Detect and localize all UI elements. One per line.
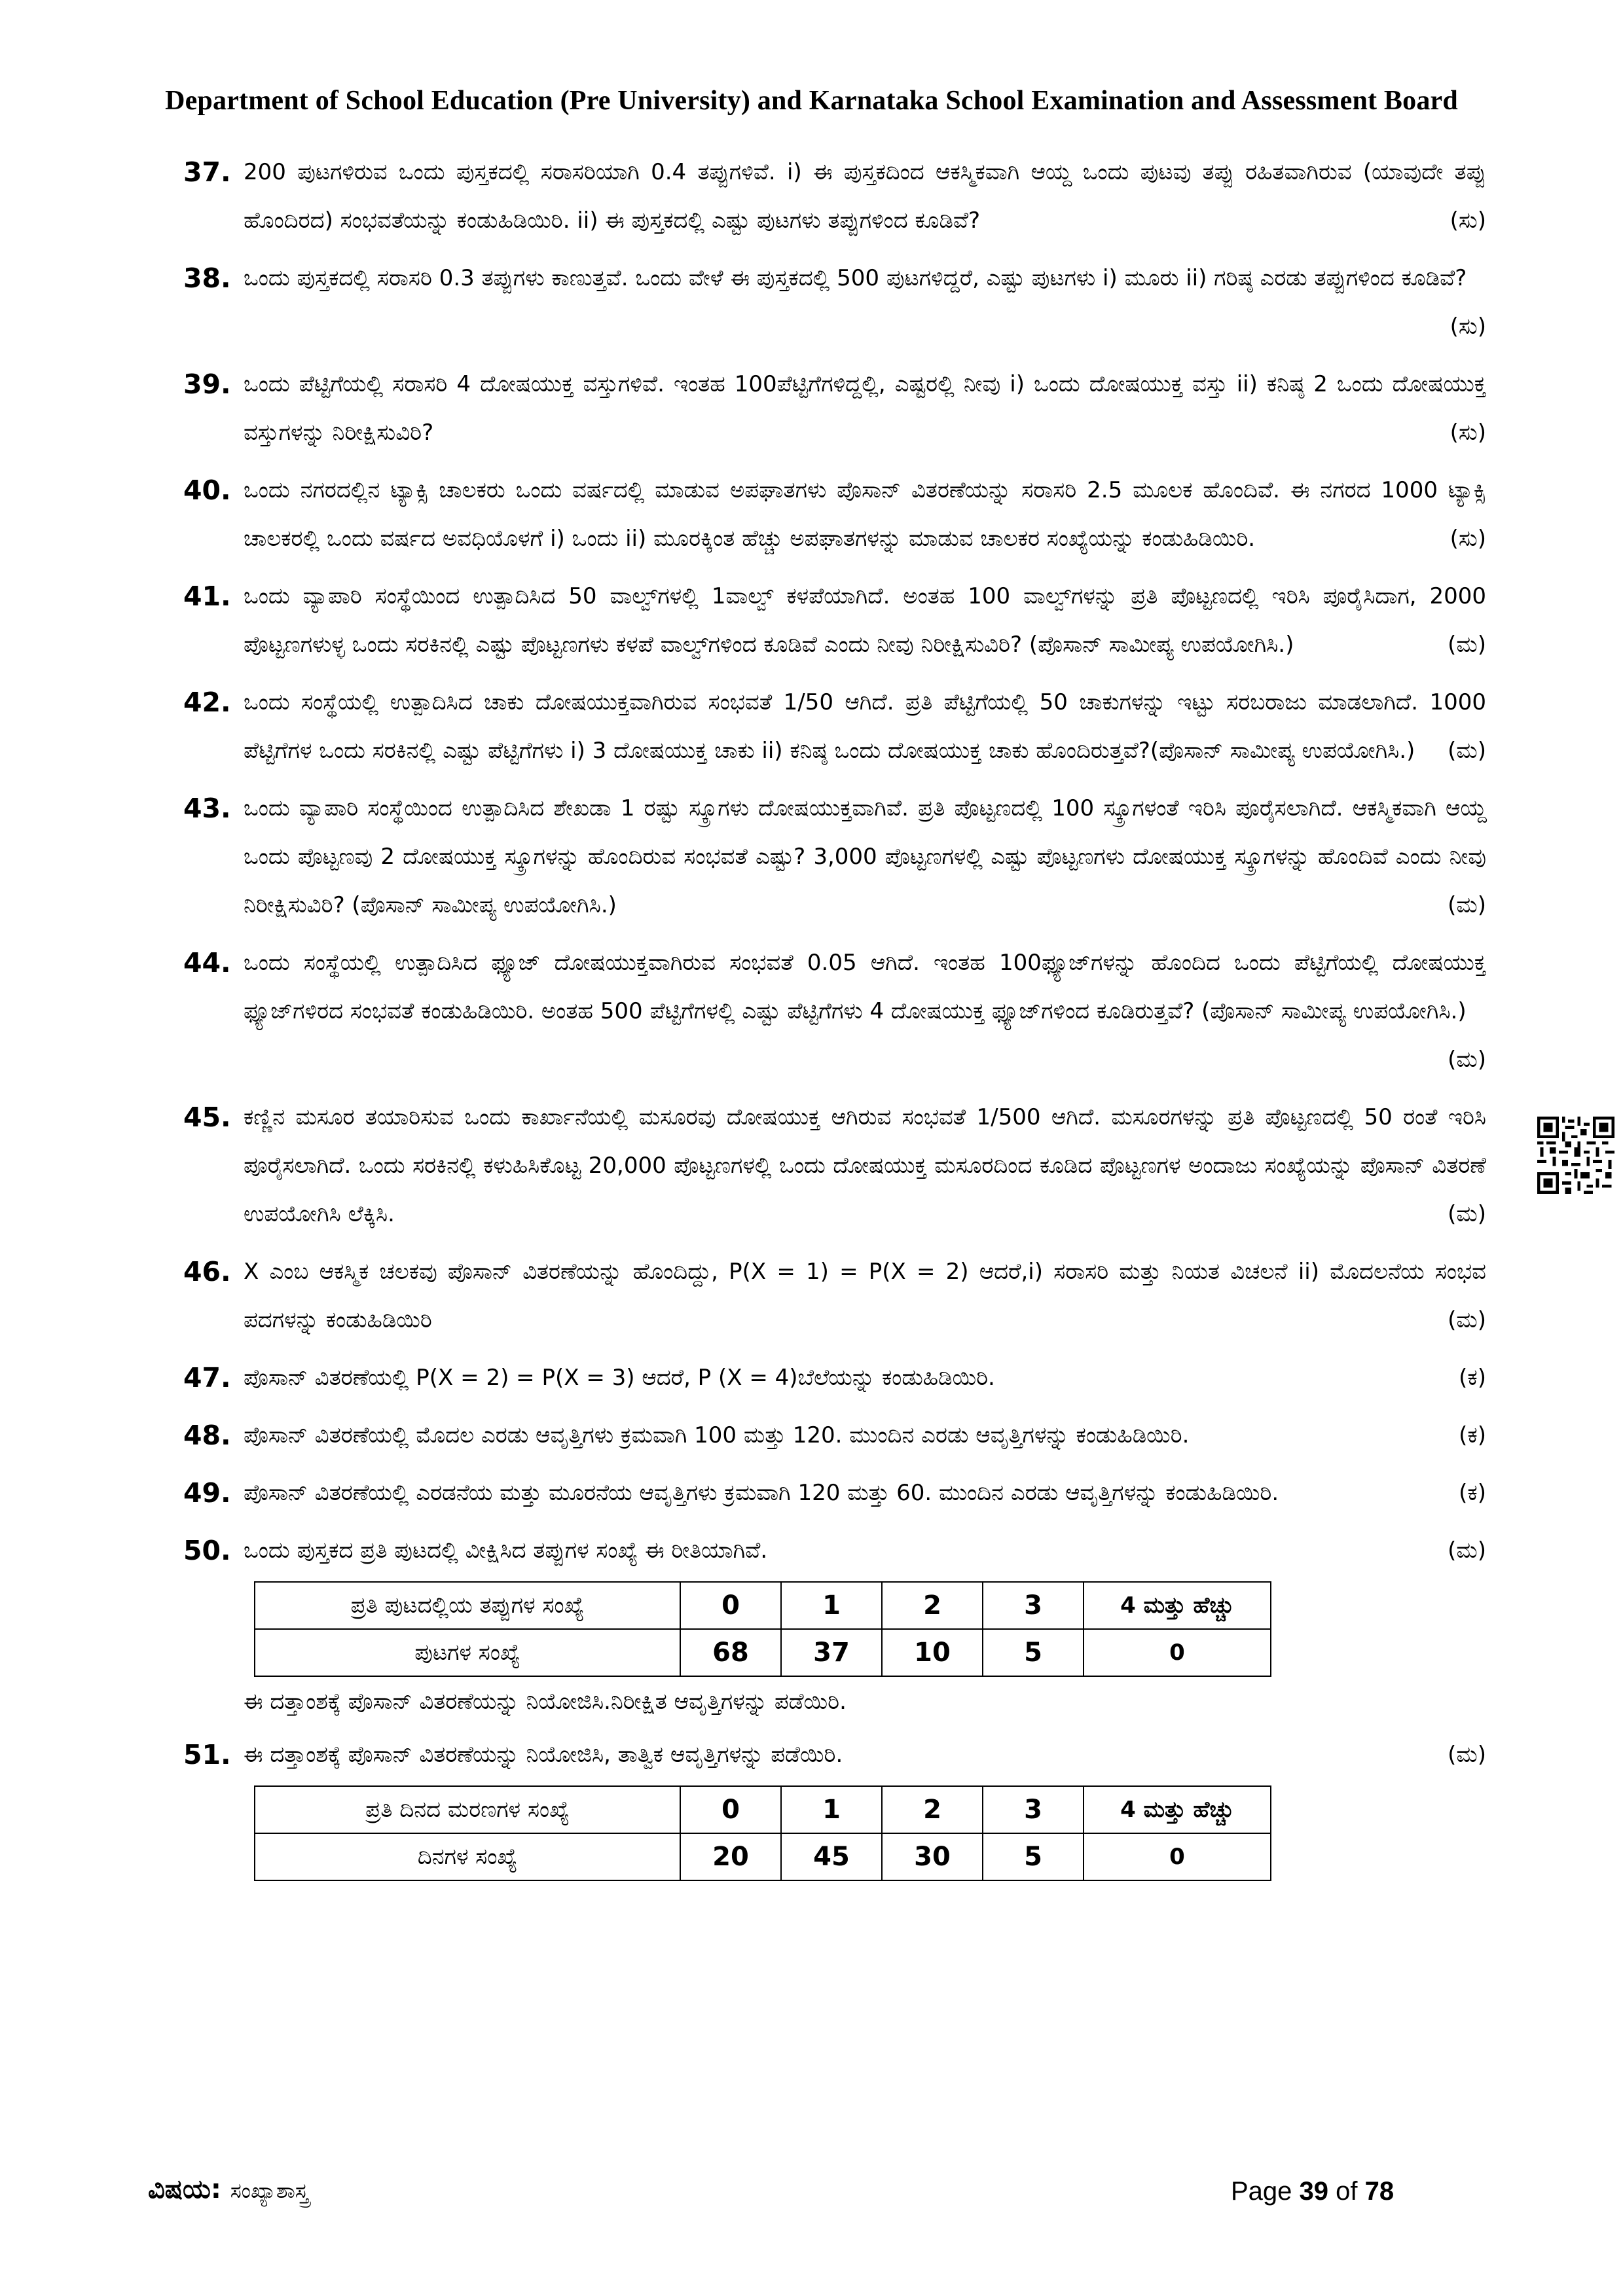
table-row-label: ಪ್ರತಿ ಪುಟದಲ್ಲಿಯ ತಪ್ಪುಗಳ ಸಂಖ್ಯೆ — [255, 1582, 680, 1629]
question-51 — [183, 1731, 1486, 1881]
question-mark: (ಮ) — [1448, 632, 1486, 658]
question-item — [183, 1411, 1486, 1460]
table-cell: 0 — [1084, 1629, 1271, 1676]
table-cell: 4 ಮತ್ತು ಹೆಚ್ಚು — [1084, 1582, 1271, 1629]
question-number: 42. — [183, 687, 231, 718]
question-number: 40. — [183, 475, 231, 506]
table-cell: 3 — [983, 1582, 1084, 1629]
table-row — [255, 1582, 1271, 1629]
table-row — [255, 1833, 1271, 1880]
question-text: ಪೊಸಾನ್ ವಿತರಣೆಯಲ್ಲಿ ಮೊದಲ ಎರಡು ಆವೃತ್ತಿಗಳು ಕ್ರಮವಾಗಿ 100 ಮತ್ತು 120. ಮುಂದಿನ ಎರಡು ಆವೃತ್ತಿಗಳನ್ನು ಕಂಡುಹಿಡಿಯಿರಿ. (ಕ) — [244, 1411, 1486, 1460]
question-item — [183, 360, 1486, 457]
question-text: ಒಂದು ಸಂಸ್ಥೆಯಲ್ಲಿ ಉತ್ಪಾದಿಸಿದ ಚಾಕು ದೋಷಯುಕ್ತವಾಗಿರುವ ಸಂಭವತೆ 1/50 ಆಗಿದೆ. ಪ್ರತಿ ಪೆಟ್ಟಿಗೆಯಲ್ಲಿ 50 ಚಾಕುಗಳನ್ನು ಇಟ್ಟು ಸರಬರಾಜು ಮಾಡಲಾಗಿದೆ. 1000 ಪೆಟ್ಟಿಗೆಗಳ ಒಂದು ಸರಕಿನಲ್ಲಿ ಎಷ್ಟು ಪೆಟ್ಟಿಗೆಗಳು i) 3 ದೋಷಯುಕ್ತ ಚಾಕು ii) ಕನಿಷ್ಠ ಒಂದು ದೋಷಯುಕ್ತ ಚಾಕು ಹೊಂದಿರುತ್ತವೆ?(ಪೊಸಾನ್ ಸಾಮೀಪ್ಯ ಉಪಯೋಗಿಸಿ.) (ಮ) — [244, 678, 1486, 775]
question-text: ಒಂದು ವ್ಯಾಪಾರಿ ಸಂಸ್ಥೆಯಿಂದ ಉತ್ಪಾದಿಸಿದ 50 ವಾಲ್ವ್‌ಗಳಲ್ಲಿ 1ವಾಲ್ವ್ ಕಳಪೆಯಾಗಿದೆ. ಅಂತಹ 100 ವಾಲ್ವ್‌ಗಳನ್ನು ಪ್ರತಿ ಪೊಟ್ಟಣದಲ್ಲಿ ಇರಿಸಿ ಪೂರೈಸಿದಾಗ, 2000 ಪೊಟ್ಟಣಗಳುಳ್ಳ ಒಂದು ಸರಕಿನಲ್ಲಿ ಎಷ್ಟು ಪೊಟ್ಟಣಗಳು ಕಳಪೆ ವಾಲ್ವ್‌ಗಳಿಂದ ಕೂಡಿವೆ ಎಂದು ನೀವು ನಿರೀಕ್ಷಿಸುವಿರಿ? (ಪೊಸಾನ್ ಸಾಮೀಪ್ಯ ಉಪಯೋಗಿಸಿ.) (ಮ) — [244, 572, 1486, 669]
page-number: Page 39 of 78 — [1231, 2177, 1395, 2206]
table-cell: 45 — [781, 1833, 882, 1880]
frequency-table-50 — [254, 1581, 1271, 1677]
question-mark: (ಮ) — [1448, 1307, 1486, 1333]
question-text: ಒಂದು ನಗರದಲ್ಲಿನ ಟ್ಯಾಕ್ಸಿ ಚಾಲಕರು ಒಂದು ವರ್ಷದಲ್ಲಿ ಮಾಡುವ ಅಪಘಾತಗಳು ಪೊಸಾನ್ ವಿತರಣೆಯನ್ನು ಸರಾಸರಿ 2.5 ಮೂಲಕ ಹೊಂದಿವೆ. ಈ ನಗರದ 1000 ಟ್ಯಾಕ್ಸಿ ಚಾಲಕರಲ್ಲಿ ಒಂದು ವರ್ಷದ ಅವಧಿಯೊಳಗೆ i) ಒಂದು ii) ಮೂರಕ್ಕಿಂತ ಹೆಚ್ಚು ಅಪಘಾತಗಳನ್ನು ಮಾಡುವ ಚಾಲಕರ ಸಂಖ್ಯೆಯನ್ನು ಕಂಡುಹಿಡಿಯಿರಿ. (ಸು) — [244, 466, 1486, 563]
question-mark: (ಕ) — [1459, 1422, 1486, 1448]
question-50 — [183, 1526, 1486, 1721]
question-mark: (ಸು) — [1450, 420, 1486, 446]
question-mark: (ಮ) — [1448, 1201, 1486, 1227]
question-text: ಒಂದು ಪೆಟ್ಟಿಗೆಯಲ್ಲಿ ಸರಾಸರಿ 4 ದೋಷಯುಕ್ತ ವಸ್ತುಗಳಿವೆ. ಇಂತಹ 100ಪೆಟ್ಟಿಗೆಗಳಿದ್ದಲ್ಲಿ, ಎಷ್ಟರಲ್ಲಿ ನೀವು i) ಒಂದು ದೋಷಯುಕ್ತ ವಸ್ತು ii) ಕನಿಷ್ಠ 2 ಒಂದು ದೋಷಯುಕ್ತ ವಸ್ತುಗಳನ್ನು ನಿರೀಕ್ಷಿಸುವಿರಿ? (ಸು) — [244, 360, 1486, 457]
page-header: Department of School Education (Pre University) and Karnataka School Examination and Assessment Board — [165, 86, 1458, 116]
table-cell: 4 ಮತ್ತು ಹೆಚ್ಚು — [1084, 1786, 1271, 1833]
table-row-label: ದಿನಗಳ ಸಂಖ್ಯೆ — [255, 1833, 680, 1880]
table-cell: 2 — [882, 1786, 983, 1833]
question-text: 200 ಪುಟಗಳಿರುವ ಒಂದು ಪುಸ್ತಕದಲ್ಲಿ ಸರಾಸರಿಯಾಗಿ 0.4 ತಪ್ಪುಗಳಿವೆ. i) ಈ ಪುಸ್ತಕದಿಂದ ಆಕಸ್ಮಿಕವಾಗಿ ಆಯ್ದ ಒಂದು ಪುಟವು ತಪ್ಪು ರಹಿತವಾಗಿರುವ (ಯಾವುದೇ ತಪ್ಪು ಹೊಂದಿರದ) ಸಂಭವತೆಯನ್ನು ಕಂಡುಹಿಡಿಯಿರಿ. ii) ಈ ಪುಸ್ತಕದಲ್ಲಿ ಎಷ್ಟು ಪುಟಗಳು ತಪ್ಪುಗಳಿಂದ ಕೂಡಿವೆ? (ಸು) — [244, 148, 1486, 245]
table-cell: 3 — [983, 1786, 1084, 1833]
table-cell: 30 — [882, 1833, 983, 1880]
question-text: (ಮ) ಒಂದು ಪುಸ್ತಕದ ಪ್ರತಿ ಪುಟದಲ್ಲಿ ವೀಕ್ಷಿಸಿದ ತಪ್ಪುಗಳ ಸಂಖ್ಯೆ ಈ ರೀತಿಯಾಗಿವೆ. — [244, 1526, 1486, 1575]
question-item — [183, 784, 1486, 929]
question-item — [183, 572, 1486, 669]
question-mark: (ಸು) — [1450, 526, 1486, 552]
table-cell: 2 — [882, 1582, 983, 1629]
question-number: 45. — [183, 1102, 231, 1133]
question-mark: (ಮ) — [1448, 738, 1486, 764]
question-text: (ಮ) ಈ ದತ್ತಾಂಶಕ್ಕೆ ಪೊಸಾನ್ ವಿತರಣೆಯನ್ನು ನಿಯೋಜಿಸಿ, ತಾತ್ವಿಕ ಆವೃತ್ತಿಗಳನ್ನು ಪಡೆಯಿರಿ. — [244, 1731, 1486, 1779]
question-text: ಕಣ್ಣಿನ ಮಸೂರ ತಯಾರಿಸುವ ಒಂದು ಕಾರ್ಖಾನೆಯಲ್ಲಿ ಮಸೂರವು ದೋಷಯುಕ್ತ ಆಗಿರುವ ಸಂಭವತೆ 1/500 ಆಗಿದೆ. ಮಸೂರಗಳನ್ನು ಪ್ರತಿ ಪೊಟ್ಟಣದಲ್ಲಿ 50 ರಂತೆ ಇರಿಸಿ ಪೂರೈಸಲಾಗಿದೆ. ಒಂದು ಸರಕಿನಲ್ಲಿ ಕಳುಹಿಸಿಕೊಟ್ಟ 20,000 ಪೊಟ್ಟಣಗಳಲ್ಲಿ ಒಂದು ದೋಷಯುಕ್ತ ಮಸೂರದಿಂದ ಕೂಡಿದ ಪೊಟ್ಟಣಗಳ ಅಂದಾಜು ಸಂಖ್ಯೆಯನ್ನು ಪೊಸಾನ್ ವಿತರಣೆ ಉಪಯೋಗಿಸಿ ಲೆಕ್ಕಿಸಿ. (ಮ) — [244, 1093, 1486, 1238]
question-text: ಒಂದು ಸಂಸ್ಥೆಯಲ್ಲಿ ಉತ್ಪಾದಿಸಿದ ಫ್ಯೂಜ್ ದೋಷಯುಕ್ತವಾಗಿರುವ ಸಂಭವತೆ 0.05 ಆಗಿದೆ. ಇಂತಹ 100ಫ್ಯೂಜ್‌ಗಳನ್ನು ಹೊಂದಿದ ಒಂದು ಪೆಟ್ಟಿಗೆಯಲ್ಲಿ ದೋಷಯುಕ್ತ ಫ್ಯೂಜ್‌ಗಳಿರದ ಸಂಭವತೆ ಕಂಡುಹಿಡಿಯಿರಿ. ಅಂತಹ 500 ಪೆಟ್ಟಿಗೆಗಳಲ್ಲಿ ಎಷ್ಟು ಪೆಟ್ಟಿಗೆಗಳು 4 ದೋಷಯುಕ್ತ ಫ್ಯೂಜ್‌ಗಳಿಂದ ಕೂಡಿರುತ್ತವೆ? (ಪೊಸಾನ್ ಸಾಮೀಪ್ಯ ಉಪಯೋಗಿಸಿ.) (ಮ) — [244, 939, 1486, 1084]
question-mark: (ಮ) — [1448, 1742, 1486, 1768]
table-cell: 1 — [781, 1786, 882, 1833]
question-mark: (ಸು) — [1450, 314, 1486, 340]
table-row-label: ಪುಟಗಳ ಸಂಖ್ಯೆ — [255, 1629, 680, 1676]
table-cell: 5 — [983, 1833, 1084, 1880]
question-number: 47. — [183, 1362, 231, 1393]
question-number: 50. — [183, 1535, 231, 1566]
question-mark: (ಮ) — [1448, 892, 1486, 918]
question-number: 38. — [183, 262, 231, 294]
table-row-label: ಪ್ರತಿ ದಿನದ ಮರಣಗಳ ಸಂಖ್ಯೆ — [255, 1786, 680, 1833]
question-number: 39. — [183, 368, 231, 400]
question-item — [183, 1247, 1486, 1344]
question-item — [183, 254, 1486, 351]
table-row — [255, 1629, 1271, 1676]
table-cell: 1 — [781, 1582, 882, 1629]
question-number: 48. — [183, 1420, 231, 1451]
subject-label: ವಿಷಯ: — [148, 2174, 221, 2204]
question-item — [183, 678, 1486, 775]
question-number: 44. — [183, 947, 231, 978]
question-text: ಪೊಸಾನ್ ವಿತರಣೆಯಲ್ಲಿ P(X = 2) = P(X = 3) ಆದರೆ, P (X = 4)ಬೆಲೆಯನ್ನು ಕಂಡುಹಿಡಿಯಿರಿ. (ಕ) — [244, 1354, 1486, 1402]
footer-subject — [148, 2174, 308, 2204]
table-cell: 5 — [983, 1629, 1084, 1676]
question-number: 41. — [183, 581, 231, 612]
question-number: 43. — [183, 793, 231, 824]
frequency-table-51 — [254, 1785, 1271, 1881]
question-item — [183, 1093, 1486, 1238]
question-item — [183, 148, 1486, 245]
question-mark: (ಮ) — [1448, 1537, 1486, 1564]
question-number: 49. — [183, 1477, 231, 1509]
question-mark: (ಸು) — [1450, 207, 1486, 234]
question-text: ಒಂದು ಪುಸ್ತಕದಲ್ಲಿ ಸರಾಸರಿ 0.3 ತಪ್ಪುಗಳು ಕಾಣುತ್ತವೆ. ಒಂದು ವೇಳೆ ಈ ಪುಸ್ತಕದಲ್ಲಿ 500 ಪುಟಗಳಿದ್ದರೆ, ಎಷ್ಟು ಪುಟಗಳು i) ಮೂರು ii) ಗರಿಷ್ಠ ಎರಡು ತಪ್ಪುಗಳಿಂದ ಕೂಡಿವೆ? (ಸು) — [244, 254, 1486, 351]
question-item — [183, 939, 1486, 1084]
question-number: 46. — [183, 1256, 231, 1287]
question-text: ಪೊಸಾನ್ ವಿತರಣೆಯಲ್ಲಿ ಎರಡನೆಯ ಮತ್ತು ಮೂರನೆಯ ಆವೃತ್ತಿಗಳು ಕ್ರಮವಾಗಿ 120 ಮತ್ತು 60. ಮುಂದಿನ ಎರಡು ಆವೃತ್ತಿಗಳನ್ನು ಕಂಡುಹಿಡಿಯಿರಿ. (ಕ) — [244, 1469, 1486, 1517]
question-number: 37. — [183, 156, 231, 188]
question-note: ಈ ದತ್ತಾಂಶಕ್ಕೆ ಪೊಸಾನ್ ವಿತರಣೆಯನ್ನು ನಿಯೋಜಿಸಿ.ನಿರೀಕ್ಷಿತ ಆವೃತ್ತಿಗಳನ್ನು ಪಡೆಯಿರಿ. — [244, 1689, 847, 1715]
table-cell: 10 — [882, 1629, 983, 1676]
question-text: X ಎಂಬ ಆಕಸ್ಮಿಕ ಚಲಕವು ಪೊಸಾನ್ ವಿತರಣೆಯನ್ನು ಹೊಂದಿದ್ದು, P(X = 1) = P(X = 2) ಆದರೆ,i) ಸರಾಸರಿ ಮತ್ತು ನಿಯತ ವಿಚಲನೆ ii) ಮೊದಲನೆಯ ಸಂಭವ ಪದಗಳನ್ನು ಕಂಡುಹಿಡಿಯಿರಿ (ಮ) — [244, 1247, 1486, 1344]
question-item — [183, 1354, 1486, 1402]
table-cell: 0 — [680, 1582, 781, 1629]
subject-name: ಸಂಖ್ಯಾಶಾಸ್ತ್ರ — [230, 2178, 309, 2203]
question-number: 51. — [183, 1739, 231, 1770]
question-list — [183, 148, 1486, 1890]
question-mark: (ಮ) — [1448, 1047, 1486, 1073]
table-row — [255, 1786, 1271, 1833]
question-item — [183, 466, 1486, 563]
table-cell: 0 — [680, 1786, 781, 1833]
question-mark: (ಕ) — [1459, 1365, 1486, 1391]
qr-code-icon — [1537, 1117, 1614, 1194]
table-cell: 37 — [781, 1629, 882, 1676]
table-cell: 68 — [680, 1629, 781, 1676]
table-cell: 0 — [1084, 1833, 1271, 1880]
question-mark: (ಕ) — [1459, 1480, 1486, 1506]
question-item — [183, 1469, 1486, 1517]
table-cell: 20 — [680, 1833, 781, 1880]
question-text: ಒಂದು ವ್ಯಾಪಾರಿ ಸಂಸ್ಥೆಯಿಂದ ಉತ್ಪಾದಿಸಿದ ಶೇಖಡಾ 1 ರಷ್ಟು ಸ್ಕ್ರೂಗಳು ದೋಷಯುಕ್ತವಾಗಿವೆ. ಪ್ರತಿ ಪೊಟ್ಟಣದಲ್ಲಿ 100 ಸ್ಕ್ರೂಗಳಂತೆ ಇರಿಸಿ ಪೂರೈಸಲಾಗಿದೆ. ಆಕಸ್ಮಿಕವಾಗಿ ಆಯ್ದ ಒಂದು ಪೊಟ್ಟಣವು 2 ದೋಷಯುಕ್ತ ಸ್ಕ್ರೂಗಳನ್ನು ಹೊಂದಿರುವ ಸಂಭವತೆ ಎಷ್ಟು? 3,000 ಪೊಟ್ಟಣಗಳಲ್ಲಿ ಎಷ್ಟು ಪೊಟ್ಟಣಗಳು ದೋಷಯುಕ್ತ ಸ್ಕ್ರೂಗಳನ್ನು ಹೊಂದಿವೆ ಎಂದು ನೀವು ನಿರೀಕ್ಷಿಸುವಿರಿ? (ಪೊಸಾನ್ ಸಾಮೀಪ್ಯ ಉಪಯೋಗಿಸಿ.) (ಮ) — [244, 784, 1486, 929]
